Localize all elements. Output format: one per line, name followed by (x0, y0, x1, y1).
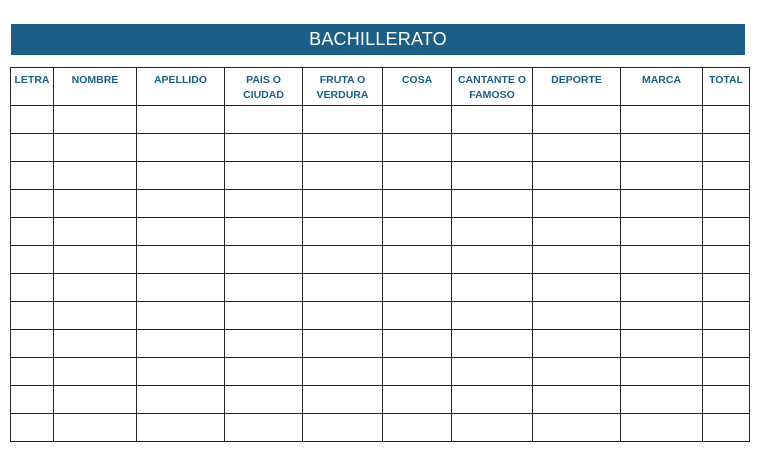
column-header-label: APELLIDO (153, 74, 208, 86)
table-cell[interactable] (621, 218, 703, 246)
header-row (11, 68, 750, 106)
table-cell[interactable] (225, 162, 303, 190)
score-table (10, 67, 750, 442)
table-cell[interactable] (137, 274, 225, 302)
table-cell[interactable] (452, 190, 533, 218)
table-cell[interactable] (137, 162, 225, 190)
table-cell[interactable] (383, 246, 452, 274)
page-title: BACHILLERATO (309, 29, 447, 49)
table-cell[interactable] (452, 134, 533, 162)
column-header-label: PAIS O CIUDAD (243, 74, 284, 101)
table-cell[interactable] (383, 386, 452, 414)
table-cell[interactable] (11, 134, 54, 162)
table-cell[interactable] (621, 386, 703, 414)
table-row (11, 246, 750, 274)
table-cell[interactable] (383, 190, 452, 218)
table-cell[interactable] (621, 106, 703, 134)
table-cell[interactable] (54, 358, 137, 386)
table-row (11, 330, 750, 358)
column-header-letra (11, 68, 54, 106)
table-cell[interactable] (703, 246, 750, 274)
column-header-deporte (533, 68, 621, 106)
table-cell[interactable] (703, 190, 750, 218)
table-cell[interactable] (533, 386, 621, 414)
table-row (11, 190, 750, 218)
table-cell[interactable] (621, 274, 703, 302)
table-cell[interactable] (225, 246, 303, 274)
column-header-marca (621, 68, 703, 106)
table-body (11, 106, 750, 442)
table-cell[interactable] (303, 414, 383, 442)
column-header-pais-ciudad (225, 68, 303, 106)
column-header-label: NOMBRE (71, 74, 119, 86)
column-header-label: DEPORTE (551, 74, 602, 86)
table-cell[interactable] (383, 414, 452, 442)
table-cell[interactable] (621, 302, 703, 330)
table-cell[interactable] (303, 386, 383, 414)
table-cell[interactable] (137, 218, 225, 246)
table-cell[interactable] (137, 358, 225, 386)
table-cell[interactable] (452, 246, 533, 274)
table-cell[interactable] (225, 414, 303, 442)
table-cell[interactable] (11, 386, 54, 414)
table-cell[interactable] (703, 330, 750, 358)
table-cell[interactable] (452, 358, 533, 386)
table-cell[interactable] (621, 134, 703, 162)
table-cell[interactable] (533, 274, 621, 302)
column-header-label: COSA (401, 74, 433, 86)
table-cell[interactable] (303, 218, 383, 246)
table-cell[interactable] (383, 134, 452, 162)
table-cell[interactable] (452, 386, 533, 414)
table-cell[interactable] (383, 330, 452, 358)
column-header-apellido (137, 68, 225, 106)
table-cell[interactable] (11, 274, 54, 302)
table-cell[interactable] (621, 414, 703, 442)
table-cell[interactable] (303, 246, 383, 274)
table-cell[interactable] (54, 274, 137, 302)
table-cell[interactable] (703, 302, 750, 330)
table-cell[interactable] (703, 358, 750, 386)
table-cell[interactable] (225, 218, 303, 246)
table-row (11, 274, 750, 302)
table-cell[interactable] (452, 162, 533, 190)
table-cell[interactable] (225, 190, 303, 218)
table-cell[interactable] (54, 162, 137, 190)
table-cell[interactable] (137, 414, 225, 442)
table-row (11, 134, 750, 162)
table-cell[interactable] (533, 134, 621, 162)
table-cell[interactable] (11, 106, 54, 134)
table-cell[interactable] (225, 330, 303, 358)
table-cell[interactable] (225, 134, 303, 162)
table-cell[interactable] (703, 106, 750, 134)
column-header-label: FRUTA O VERDURA (316, 74, 369, 101)
table-cell[interactable] (621, 246, 703, 274)
table-cell[interactable] (452, 218, 533, 246)
table-cell[interactable] (703, 274, 750, 302)
title-banner (11, 24, 745, 55)
table-cell[interactable] (703, 386, 750, 414)
table-cell[interactable] (137, 246, 225, 274)
table-cell[interactable] (703, 218, 750, 246)
table-cell[interactable] (533, 358, 621, 386)
table-cell[interactable] (54, 302, 137, 330)
table-row (11, 302, 750, 330)
table-cell[interactable] (137, 330, 225, 358)
table-cell[interactable] (533, 106, 621, 134)
table-cell[interactable] (383, 358, 452, 386)
table-cell[interactable] (703, 414, 750, 442)
table-cell[interactable] (225, 274, 303, 302)
table-cell[interactable] (54, 330, 137, 358)
column-header-label: LETRA (14, 74, 50, 86)
table-cell[interactable] (54, 246, 137, 274)
table-cell[interactable] (137, 302, 225, 330)
table-cell[interactable] (137, 106, 225, 134)
column-header-fruta-verdura (303, 68, 383, 106)
table-cell[interactable] (383, 106, 452, 134)
table-cell[interactable] (11, 330, 54, 358)
table-cell[interactable] (452, 302, 533, 330)
table-cell[interactable] (621, 330, 703, 358)
table-cell[interactable] (225, 386, 303, 414)
table-cell[interactable] (533, 162, 621, 190)
table-cell[interactable] (303, 106, 383, 134)
table-cell[interactable] (383, 162, 452, 190)
table-cell[interactable] (54, 106, 137, 134)
table-cell[interactable] (621, 190, 703, 218)
table-cell[interactable] (703, 162, 750, 190)
table-cell[interactable] (533, 414, 621, 442)
table-cell[interactable] (225, 302, 303, 330)
table-cell[interactable] (452, 414, 533, 442)
table-cell[interactable] (11, 162, 54, 190)
table-cell[interactable] (54, 190, 137, 218)
table-cell[interactable] (703, 134, 750, 162)
table-cell[interactable] (137, 190, 225, 218)
table-cell[interactable] (621, 162, 703, 190)
table-cell[interactable] (452, 106, 533, 134)
table-cell[interactable] (303, 330, 383, 358)
table-row (11, 414, 750, 442)
table-cell[interactable] (303, 274, 383, 302)
table-cell[interactable] (383, 302, 452, 330)
table-row (11, 386, 750, 414)
table-cell[interactable] (11, 414, 54, 442)
table-row (11, 218, 750, 246)
table-cell[interactable] (383, 274, 452, 302)
table-cell[interactable] (452, 330, 533, 358)
table-cell[interactable] (11, 218, 54, 246)
table-cell[interactable] (533, 218, 621, 246)
table-cell[interactable] (621, 358, 703, 386)
column-header-nombre (54, 68, 137, 106)
column-header-label: CANTANTE O FAMOSO (457, 74, 527, 101)
table-row (11, 162, 750, 190)
column-header-total (703, 68, 750, 106)
table-row (11, 358, 750, 386)
table-cell[interactable] (303, 302, 383, 330)
column-header-label: TOTAL (708, 74, 744, 86)
column-header-cosa (383, 68, 452, 106)
table-cell[interactable] (54, 386, 137, 414)
table-cell[interactable] (533, 246, 621, 274)
table-cell[interactable] (303, 162, 383, 190)
table-cell[interactable] (303, 358, 383, 386)
table-cell[interactable] (303, 190, 383, 218)
table-cell[interactable] (11, 190, 54, 218)
table-cell[interactable] (54, 414, 137, 442)
table-cell[interactable] (303, 134, 383, 162)
table-cell[interactable] (383, 218, 452, 246)
table-cell[interactable] (54, 134, 137, 162)
table-cell[interactable] (533, 190, 621, 218)
table-cell[interactable] (225, 358, 303, 386)
table-cell[interactable] (11, 246, 54, 274)
table-cell[interactable] (452, 274, 533, 302)
column-header-label: MARCA (641, 74, 682, 86)
table-cell[interactable] (137, 386, 225, 414)
table-cell[interactable] (533, 302, 621, 330)
table-cell[interactable] (11, 302, 54, 330)
table-cell[interactable] (54, 218, 137, 246)
table-row (11, 106, 750, 134)
table-cell[interactable] (533, 330, 621, 358)
table-cell[interactable] (137, 134, 225, 162)
table-cell[interactable] (225, 106, 303, 134)
column-header-cantante-famoso (452, 68, 533, 106)
table-cell[interactable] (11, 358, 54, 386)
